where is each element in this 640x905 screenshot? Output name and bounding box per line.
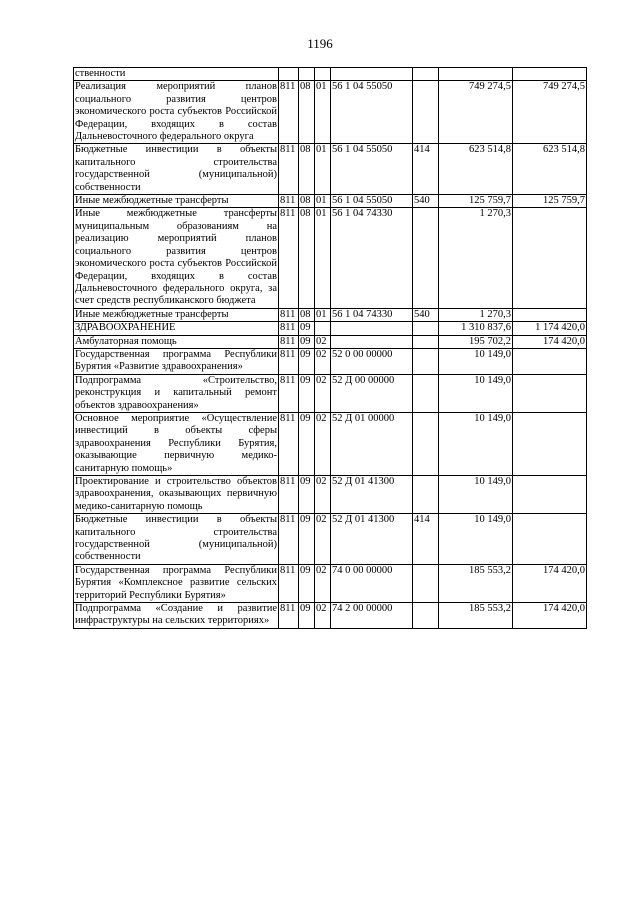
ministry-code: 811 (279, 374, 299, 412)
target-article-code (331, 335, 413, 348)
ministry-code: 811 (279, 412, 299, 475)
expense-type-code: 414 (413, 144, 439, 195)
target-article-code: 56 1 04 55050 (331, 81, 413, 144)
target-article-code: 56 1 04 55050 (331, 144, 413, 195)
ministry-code: 811 (279, 603, 299, 629)
amount-federal: 623 514,8 (513, 144, 587, 195)
row-name: Проектирование и строительство объектов здравоохранения, оказывающих первичную медико-санитарную помощь (75, 476, 277, 512)
amount-total: 10 149,0 (439, 348, 513, 374)
expense-type-code: 414 (413, 514, 439, 565)
table-row (74, 564, 587, 602)
subsection-code: 02 (315, 564, 331, 602)
amount-federal: 174 420,0 (513, 335, 587, 348)
expense-type-code (413, 68, 439, 81)
subsection-code: 02 (315, 476, 331, 514)
ministry-code: 811 (279, 81, 299, 144)
amount-federal: 174 420,0 (513, 603, 587, 629)
amount-federal (513, 514, 587, 565)
row-name: Государственная программа Республики Бурятия «Комплексное развитие сельских территорий Республики Бурятия» (75, 564, 277, 601)
section-code: 09 (299, 374, 315, 412)
amount-federal: 749 274,5 (513, 81, 587, 144)
subsection-code: 02 (315, 335, 331, 348)
section-code: 08 (299, 195, 315, 208)
section-code: 09 (299, 335, 315, 348)
target-article-code: 52 Д 01 00000 (331, 412, 413, 475)
target-article-code: 52 0 00 00000 (331, 348, 413, 374)
row-name: Подпрограмма «Строительство, реконструкция и капитальный ремонт объектов здравоохранения» (75, 374, 277, 411)
table-row (74, 144, 587, 195)
ministry-code: 811 (279, 144, 299, 195)
row-name: Бюджетные инвестиции в объекты капитального строительства государственной (муниципальной) собственности (75, 514, 277, 563)
subsection-code: 01 (315, 81, 331, 144)
section-code: 09 (299, 412, 315, 475)
ministry-code: 811 (279, 208, 299, 308)
amount-total: 185 553,2 (439, 603, 513, 629)
amount-total: 10 149,0 (439, 374, 513, 412)
target-article-code: 56 1 04 74330 (331, 308, 413, 321)
ministry-code: 811 (279, 348, 299, 374)
expense-type-code: 540 (413, 308, 439, 321)
target-article-code: 52 Д 01 41300 (331, 514, 413, 565)
table-row (74, 412, 587, 475)
section-code: 08 (299, 308, 315, 321)
section-code (299, 68, 315, 81)
expense-type-code (413, 335, 439, 348)
amount-total (439, 68, 513, 81)
subsection-code: 02 (315, 348, 331, 374)
section-code: 09 (299, 322, 315, 335)
amount-total: 185 553,2 (439, 564, 513, 602)
row-name: Иные межбюджетные трансферты (74, 195, 279, 208)
amount-total: 623 514,8 (439, 144, 513, 195)
target-article-code: 74 0 00 00000 (331, 564, 413, 602)
amount-federal (513, 68, 587, 81)
table-row (74, 335, 587, 348)
table-row (74, 208, 587, 308)
subsection-code: 02 (315, 374, 331, 412)
target-article-code (331, 322, 413, 335)
table-row (74, 68, 587, 81)
subsection-code: 02 (315, 412, 331, 475)
amount-federal (513, 374, 587, 412)
section-code: 09 (299, 348, 315, 374)
amount-total: 10 149,0 (439, 476, 513, 514)
amount-total: 10 149,0 (439, 412, 513, 475)
ministry-code: 811 (279, 308, 299, 321)
table-row (74, 348, 587, 374)
section-code: 08 (299, 144, 315, 195)
amount-federal (513, 308, 587, 321)
expense-type-code (413, 603, 439, 629)
target-article-code: 52 Д 00 00000 (331, 374, 413, 412)
expense-type-code (413, 374, 439, 412)
table-row (74, 195, 587, 208)
page-number: 1196 (307, 36, 333, 51)
amount-total: 749 274,5 (439, 81, 513, 144)
section-code: 08 (299, 81, 315, 144)
table-row (74, 514, 587, 565)
target-article-code: 74 2 00 00000 (331, 603, 413, 629)
amount-total: 10 149,0 (439, 514, 513, 565)
subsection-code (315, 68, 331, 81)
table-row (74, 308, 587, 321)
table-row (74, 81, 587, 144)
row-name: Реализация мероприятий планов социального развития центров экономического роста субъектов Российской Федерации, входящих в состав Дальневосточного федерального округа (75, 81, 277, 143)
expense-type-code (413, 208, 439, 308)
amount-total: 1 310 837,6 (439, 322, 513, 335)
expense-type-code (413, 348, 439, 374)
expense-type-code (413, 476, 439, 514)
ministry-code: 811 (279, 335, 299, 348)
section-code: 08 (299, 208, 315, 308)
target-article-code: 52 Д 01 41300 (331, 476, 413, 514)
amount-federal (513, 348, 587, 374)
amount-federal: 125 759,7 (513, 195, 587, 208)
target-article-code: 56 1 04 74330 (331, 208, 413, 308)
subsection-code: 02 (315, 514, 331, 565)
section-code: 09 (299, 603, 315, 629)
row-name: Иные межбюджетные трансферты муниципальным образованиям на реализацию мероприятий планов социального развития центров экономического роста субъектов Российской Федерации, входящих в состав Дальневосточного федерального округа, за счет средств республиканского бюджета (75, 208, 277, 307)
amount-total: 125 759,7 (439, 195, 513, 208)
subsection-code: 01 (315, 144, 331, 195)
expense-type-code (413, 322, 439, 335)
target-article-code (331, 68, 413, 81)
ministry-code: 811 (279, 195, 299, 208)
amount-federal: 174 420,0 (513, 564, 587, 602)
section-code: 09 (299, 476, 315, 514)
subsection-code: 02 (315, 603, 331, 629)
subsection-code: 01 (315, 195, 331, 208)
row-name: ЗДРАВООХРАНЕНИЕ (74, 322, 279, 335)
expense-type-code (413, 81, 439, 144)
table-row (74, 476, 587, 514)
expense-type-code: 540 (413, 195, 439, 208)
table-row (74, 322, 587, 335)
ministry-code: 811 (279, 322, 299, 335)
subsection-code: 01 (315, 208, 331, 308)
row-name: ственности (74, 68, 279, 81)
row-name: Подпрограмма «Создание и развитие инфраструктуры на сельских территориях» (75, 603, 277, 627)
amount-federal (513, 412, 587, 475)
ministry-code: 811 (279, 476, 299, 514)
target-article-code: 56 1 04 55050 (331, 195, 413, 208)
ministry-code: 811 (279, 514, 299, 565)
subsection-code (315, 322, 331, 335)
table-row (74, 374, 587, 412)
amount-total: 195 702,2 (439, 335, 513, 348)
amount-federal (513, 476, 587, 514)
section-code: 09 (299, 514, 315, 565)
row-name: Иные межбюджетные трансферты (74, 308, 279, 321)
row-name: Амбулаторная помощь (74, 335, 279, 348)
budget-table (73, 67, 587, 629)
section-code: 09 (299, 564, 315, 602)
expense-type-code (413, 412, 439, 475)
table-row (74, 603, 587, 629)
row-name: Основное мероприятие «Осуществление инвестиций в объекты сферы здравоохранения Республики Бурятия, оказывающие первичную медико-санитарную помощь» (75, 412, 277, 474)
row-name: Бюджетные инвестиции в объекты капитального строительства государственной (муниципальной) собственности (75, 144, 277, 193)
amount-total: 1 270,3 (439, 208, 513, 308)
amount-federal (513, 208, 587, 308)
amount-federal: 1 174 420,0 (513, 322, 587, 335)
subsection-code: 01 (315, 308, 331, 321)
row-name: Государственная программа Республики Бурятия «Развитие здравоохранения» (75, 348, 277, 373)
ministry-code (279, 68, 299, 81)
expense-type-code (413, 564, 439, 602)
ministry-code: 811 (279, 564, 299, 602)
amount-total: 1 270,3 (439, 308, 513, 321)
